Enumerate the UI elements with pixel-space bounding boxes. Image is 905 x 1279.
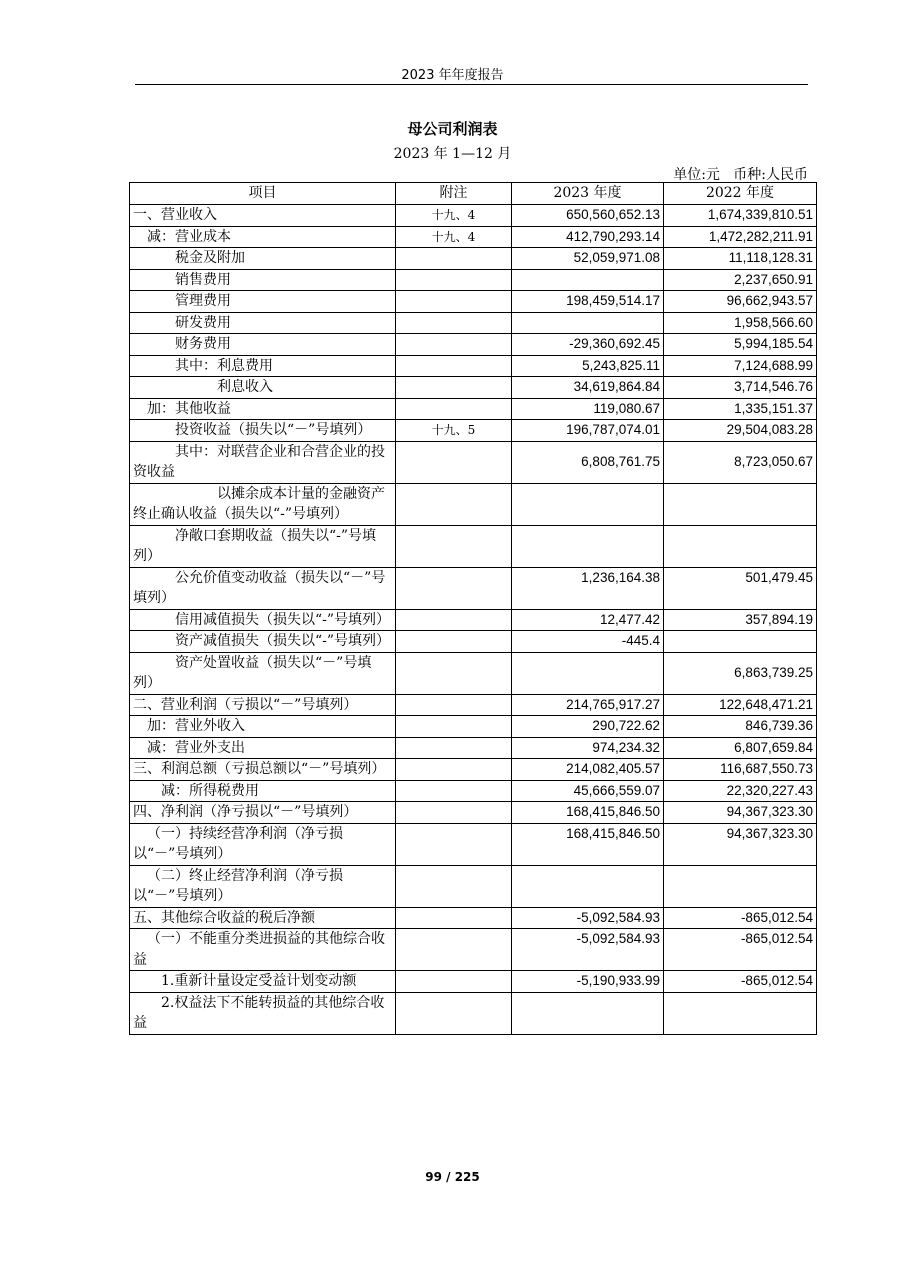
table-row: [130, 823, 817, 865]
row-value-2023: 168,415,846.50: [512, 823, 664, 865]
row-note: [396, 780, 512, 802]
row-value-2022: 94,367,323.30: [664, 802, 817, 824]
row-value-2023: 6,808,761.75: [512, 441, 664, 483]
row-value-2023: 650,560,652.13: [512, 205, 664, 227]
row-item-label: 三、利润总额（亏损总额以“－”号填列）: [130, 759, 396, 781]
table-body: [130, 205, 817, 1035]
row-item-label: 财务费用: [130, 334, 396, 356]
row-value-2022: 96,662,943.57: [664, 291, 817, 313]
table-row: [130, 248, 817, 270]
row-value-2022: -865,012.54: [664, 929, 817, 971]
row-value-2023: -445.4: [512, 631, 664, 653]
table-row: [130, 759, 817, 781]
row-value-2023: 196,787,074.01: [512, 420, 664, 442]
row-note: [396, 929, 512, 971]
row-item-label: （一）不能重分类进损益的其他综合收益: [130, 929, 396, 971]
page-number: 99 / 225: [425, 1170, 480, 1184]
table-row: [130, 420, 817, 442]
row-value-2022: -865,012.54: [664, 907, 817, 929]
row-value-2023: 168,415,846.50: [512, 802, 664, 824]
row-value-2023: 34,619,864.84: [512, 377, 664, 399]
row-note: 十九、4: [396, 226, 512, 248]
row-value-2022: 1,472,282,211.91: [664, 226, 817, 248]
row-value-2022: 29,504,083.28: [664, 420, 817, 442]
table-row: [130, 992, 817, 1034]
row-note: [396, 355, 512, 377]
table-row: [130, 377, 817, 399]
table-header-row: [130, 183, 817, 205]
row-value-2022: [664, 525, 817, 567]
table-row: [130, 802, 817, 824]
row-value-2023: 290,722.62: [512, 716, 664, 738]
row-value-2023: [512, 652, 664, 694]
row-value-2023: -5,092,584.93: [512, 907, 664, 929]
row-item-label: 加：其他收益: [130, 398, 396, 420]
table-row: [130, 929, 817, 971]
row-item-label: 1.重新计量设定受益计划变动额: [130, 971, 396, 993]
table-row: [130, 609, 817, 631]
row-note: [396, 441, 512, 483]
row-item-label: 减：所得税费用: [130, 780, 396, 802]
table-row: [130, 291, 817, 313]
row-item-label: 公允价值变动收益（损失以“－”号填列）: [130, 567, 396, 609]
row-value-2022: 7,124,688.99: [664, 355, 817, 377]
table-row: [130, 694, 817, 716]
row-item-label: 一、营业收入: [130, 205, 396, 227]
row-value-2023: 52,059,971.08: [512, 248, 664, 270]
row-value-2023: [512, 483, 664, 525]
row-item-label: 其中：对联营企业和合营企业的投资收益: [130, 441, 396, 483]
row-note: [396, 823, 512, 865]
row-item-label: 利息收入: [130, 377, 396, 399]
row-value-2022: 122,648,471.21: [664, 694, 817, 716]
row-item-label: 五、其他综合收益的税后净额: [130, 907, 396, 929]
column-header-2023: 2023 年度: [512, 183, 664, 205]
row-value-2023: [512, 312, 664, 334]
row-note: [396, 334, 512, 356]
row-value-2023: -5,092,584.93: [512, 929, 664, 971]
row-value-2023: -5,190,933.99: [512, 971, 664, 993]
row-note: [396, 377, 512, 399]
row-item-label: 四、净利润（净亏损以“－”号填列）: [130, 802, 396, 824]
row-item-label: 税金及附加: [130, 248, 396, 270]
table-row: [130, 971, 817, 993]
row-value-2022: 6,863,739.25: [664, 652, 817, 694]
row-value-2022: 8,723,050.67: [664, 441, 817, 483]
table-row: [130, 652, 817, 694]
row-value-2022: 357,894.19: [664, 609, 817, 631]
row-note: [396, 525, 512, 567]
row-value-2023: 214,082,405.57: [512, 759, 664, 781]
row-item-label: 管理费用: [130, 291, 396, 313]
row-item-label: 加：营业外收入: [130, 716, 396, 738]
row-note: [396, 759, 512, 781]
row-value-2023: [512, 992, 664, 1034]
row-value-2023: [512, 525, 664, 567]
row-item-label: 资产处置收益（损失以“－”号填列）: [130, 652, 396, 694]
row-note: 十九、4: [396, 205, 512, 227]
row-value-2023: 45,666,559.07: [512, 780, 664, 802]
row-value-2023: [512, 865, 664, 907]
row-item-label: 研发费用: [130, 312, 396, 334]
row-item-label: （二）终止经营净利润（净亏损以“－”号填列）: [130, 865, 396, 907]
row-value-2022: 1,674,339,810.51: [664, 205, 817, 227]
row-value-2023: 12,477.42: [512, 609, 664, 631]
row-item-label: 二、营业利润（亏损以“－”号填列）: [130, 694, 396, 716]
row-note: [396, 652, 512, 694]
row-item-label: 资产减值损失（损失以“-”号填列）: [130, 631, 396, 653]
row-value-2022: 501,479.45: [664, 567, 817, 609]
row-note: [396, 631, 512, 653]
report-header-title: 2023 年年度报告: [401, 68, 504, 83]
row-value-2023: 198,459,514.17: [512, 291, 664, 313]
row-value-2022: [664, 631, 817, 653]
row-value-2022: 2,237,650.91: [664, 269, 817, 291]
table-row: [130, 269, 817, 291]
row-value-2023: 1,236,164.38: [512, 567, 664, 609]
row-note: [396, 609, 512, 631]
table-row: [130, 355, 817, 377]
row-note: [396, 291, 512, 313]
row-value-2023: 214,765,917.27: [512, 694, 664, 716]
row-value-2022: 3,714,546.76: [664, 377, 817, 399]
table-row: [130, 226, 817, 248]
row-value-2022: [664, 865, 817, 907]
row-value-2022: [664, 483, 817, 525]
row-value-2022: 5,994,185.54: [664, 334, 817, 356]
row-note: [396, 907, 512, 929]
table-row: [130, 312, 817, 334]
table-row: [130, 525, 817, 567]
row-note: [396, 269, 512, 291]
statement-period: 2023 年 1—12 月: [393, 146, 512, 162]
row-value-2022: 22,320,227.43: [664, 780, 817, 802]
column-header-note: 附注: [396, 183, 512, 205]
row-note: [396, 992, 512, 1034]
row-value-2023: -29,360,692.45: [512, 334, 664, 356]
row-value-2023: 119,080.67: [512, 398, 664, 420]
table-row: [130, 441, 817, 483]
table-row: [130, 334, 817, 356]
table-row: [130, 737, 817, 759]
row-value-2022: 6,807,659.84: [664, 737, 817, 759]
row-note: [396, 716, 512, 738]
row-item-label: 减：营业外支出: [130, 737, 396, 759]
table-row: [130, 567, 817, 609]
row-note: [396, 802, 512, 824]
row-note: [396, 312, 512, 334]
table-row: [130, 483, 817, 525]
income-statement-table: [129, 182, 817, 1035]
row-value-2023: 412,790,293.14: [512, 226, 664, 248]
table-row: [130, 716, 817, 738]
column-header-2022: 2022 年度: [664, 183, 817, 205]
row-note: [396, 567, 512, 609]
row-value-2022: 11,118,128.31: [664, 248, 817, 270]
row-note: [396, 865, 512, 907]
table-row: [130, 907, 817, 929]
row-value-2022: 846,739.36: [664, 716, 817, 738]
row-value-2022: 1,958,566.60: [664, 312, 817, 334]
row-item-label: 以摊余成本计量的金融资产终止确认收益（损失以“-”号填列）: [130, 483, 396, 525]
row-item-label: 投资收益（损失以“－”号填列）: [130, 420, 396, 442]
row-item-label: 净敞口套期收益（损失以“-”号填列）: [130, 525, 396, 567]
row-item-label: 2.权益法下不能转损益的其他综合收益: [130, 992, 396, 1034]
column-header-item: 项目: [130, 183, 396, 205]
header-divider: [135, 84, 808, 85]
table-row: [130, 398, 817, 420]
row-value-2022: 116,687,550.73: [664, 759, 817, 781]
row-value-2022: 1,335,151.37: [664, 398, 817, 420]
row-value-2023: 974,234.32: [512, 737, 664, 759]
table-row: [130, 631, 817, 653]
row-item-label: 其中：利息费用: [130, 355, 396, 377]
row-item-label: （一）持续经营净利润（净亏损以“－”号填列）: [130, 823, 396, 865]
row-value-2022: [664, 992, 817, 1034]
currency-unit: 单位:元 币种:人民币: [673, 167, 808, 183]
row-note: [396, 248, 512, 270]
table-row: [130, 865, 817, 907]
row-note: 十九、5: [396, 420, 512, 442]
row-note: [396, 398, 512, 420]
table-row: [130, 205, 817, 227]
row-item-label: 减：营业成本: [130, 226, 396, 248]
row-item-label: 销售费用: [130, 269, 396, 291]
row-note: [396, 737, 512, 759]
row-note: [396, 694, 512, 716]
statement-title: 母公司利润表: [407, 120, 498, 138]
row-value-2022: -865,012.54: [664, 971, 817, 993]
row-note: [396, 483, 512, 525]
row-value-2022: 94,367,323.30: [664, 823, 817, 865]
row-value-2023: [512, 269, 664, 291]
row-value-2023: 5,243,825.11: [512, 355, 664, 377]
table-row: [130, 780, 817, 802]
row-item-label: 信用减值损失（损失以“-”号填列）: [130, 609, 396, 631]
row-note: [396, 971, 512, 993]
